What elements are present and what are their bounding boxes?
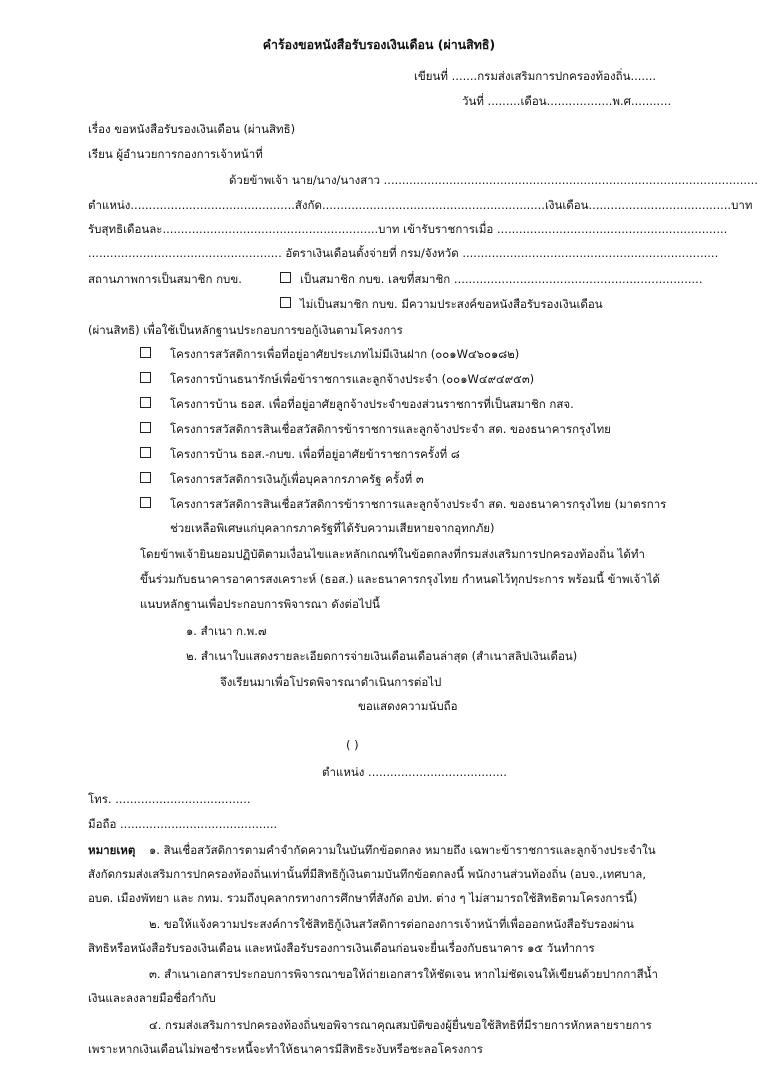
signature-position-line[interactable]: ตำแหน่ง ...................................... <box>322 765 507 779</box>
date-line: วันที่ .........เดือน..................พ.ศ........... <box>462 94 672 108</box>
project-checkbox[interactable] <box>140 497 151 508</box>
project-checkbox[interactable] <box>140 347 151 358</box>
project-label: โครงการบ้าน ธอส.-กบข. เพื่อที่อยู่อาศัยข้าราชการครั้งที่ ๘ <box>170 447 460 461</box>
name-field[interactable]: ด้วยข้าพเจ้า นาย/นาง/นางสาว ....................................................................................................... <box>229 173 758 187</box>
attachment-item: ๒. สำเนาใบแสดงรายละเอียดการจ่ายเงินเดือนเดือนล่าสุด (สำเนาสลิปเงินเดือน) <box>186 649 578 663</box>
note-line: สังกัดกรมส่งเสริมการปกครองท้องถิ่นเท่านั้นที่มีสิทธิกู้เงินตามบันทึกข้อตกลงนี้ พนักงานส่วนท้องถิ่น (อบจ.,เทศบาล, <box>88 867 647 881</box>
project-label: โครงการสวัสดิการสินเชื่อสวัสดิการข้าราชการและลูกจ้างประจำ สด. ของธนาคารกรุงไทย (มาตรการ <box>170 497 667 511</box>
note-line: ๑. สินเชื่อสวัสดิการตามคำจำกัดความในบันทึกข้อตกลง หมายถึง เฉพาะข้าราชการและลูกจ้างประจำใน <box>149 843 656 857</box>
non-member-option-label: ไม่เป็นสมาชิก กบข. มีความประสงค์ขอหนังสือรับรองเงินเดือน <box>300 297 603 311</box>
note-line: อบต. เมืองพัทยา และ กทม. รวมถึงบุคลากรทางการศึกษาที่สังกัด อปท. ต่าง ๆ ไม่สามารถใช้สิทธิตามโครงการนี้) <box>88 891 638 905</box>
project-label: โครงการสวัสดิการเพื่อที่อยู่อาศัยประเภทไม่มีเงินฝาก (๐๐๑W๔๖๐๑๘๒) <box>170 347 520 361</box>
consent-line: ขึ้นร่วมกับธนาคารอาคารสงเคราะห์ (ธอส.) และธนาคารกรุงไทย กำหนดไว้ทุกประการ พร้อมนี้ ข้าพเจ้าได้ <box>140 572 660 586</box>
subject-line: เรื่อง ขอหนังสือรับรองเงินเดือน (ผ่านสิทธิ) <box>88 122 296 136</box>
written-at: เขียนที่ .......กรมส่งเสริมการปกครองท้องถิ่น....... <box>414 69 657 83</box>
project-label: โครงการสวัสดิการเงินกู้เพื่อบุคลากรภาครัฐ ครั้งที่ ๓ <box>170 472 424 486</box>
note-line: เงินและลงลายมือชื่อกำกับ <box>88 991 216 1005</box>
purpose-intro: (ผ่านสิทธิ) เพื่อใช้เป็นหลักฐานประกอบการขอกู้เงินตามโครงการ <box>88 323 403 337</box>
position-field[interactable]: ตำแหน่ง.............................................สังกัด.............................................................เงินเดือน.......................................บาท <box>88 198 753 212</box>
signature-name-line[interactable]: ( ) <box>346 738 359 752</box>
project-label-continued: ช่วยเหลือพิเศษแก่บุคลากรภาครัฐที่ได้รับความเสียหายจากอุทกภัย) <box>170 521 495 535</box>
project-label: โครงการบ้าน ธอส. เพื่อที่อยู่อาศัยลูกจ้างประจำของส่วนราชการที่เป็นสมาชิก กสจ. <box>170 397 574 411</box>
consent-line: แนบหลักฐานเพื่อประกอบการพิจารณา ดังต่อไปนี้ <box>140 597 380 611</box>
non-member-checkbox[interactable] <box>280 297 291 308</box>
salary-rate-field[interactable]: ..................................................... อัตราเงินเดือนตั้งจ่ายที่ กรม/จังหวัด ...................................................................... <box>88 246 719 260</box>
phone-field[interactable]: โทร. ..................................... <box>88 792 251 806</box>
project-label: โครงการบ้านธนารักษ์เพื่อข้าราชการและลูกจ้างประจำ (๐๐๑W๔๙๔๙๕๓) <box>170 372 535 386</box>
notes-label: หมายเหตุ <box>88 843 136 857</box>
regards-line: ขอแสดงความนับถือ <box>358 699 458 713</box>
attachment-item: ๑. สำเนา ก.พ.๗ <box>186 624 267 638</box>
mobile-field[interactable]: มือถือ ........................................... <box>88 817 278 831</box>
note-line: ๓. สำเนาเอกสารประกอบการพิจารณาขอให้ถ่ายเอกสารให้ชัดเจน หากไม่ชัดเจนให้เขียนด้วยปากกาสีน้ำ <box>149 967 658 981</box>
consent-line: โดยข้าพเจ้ายินยอมปฏิบัติตามเงื่อนไขและหลักเกณฑ์ในข้อตกลงที่กรมส่งเสริมการปกครองท้องถิ่น ได้ทำ <box>140 547 645 561</box>
note-line: ๒. ขอให้แจ้งความประสงค์การใช้สิทธิกู้เงินสวัสดิการต่อกองการเจ้าหน้าที่เพื่อออกหนังสือรับรองผ่าน <box>149 917 634 931</box>
membership-label: สถานภาพการเป็นสมาชิก กบข. <box>88 272 242 286</box>
project-checkbox[interactable] <box>140 422 151 433</box>
member-checkbox[interactable] <box>280 272 291 283</box>
salutation-line: เรียน ผู้อำนวยการกองการเจ้าหน้าที่ <box>88 147 263 161</box>
page-title: คำร้องขอหนังสือรับรองเงินเดือน (ผ่านสิทธิ) <box>262 37 496 52</box>
project-checkbox[interactable] <box>140 397 151 408</box>
project-checkbox[interactable] <box>140 472 151 483</box>
note-line: ๔. กรมส่งเสริมการปกครองท้องถิ่นขอพิจารณาคุณสมบัติของผู้ยื่นขอใช้สิทธิที่มีรายการหักหลายรายการ <box>149 1018 652 1032</box>
closing-line: จึงเรียนมาเพื่อโปรดพิจารณาดำเนินการต่อไป <box>220 675 442 689</box>
note-line: เพราะหากเงินเดือนไม่พอชำระหนี้จะทำให้ธนาคารมีสิทธิระงับหรือชะลอโครงการ <box>88 1042 483 1056</box>
net-salary-field[interactable]: รับสุทธิเดือนละ...........................................................บาท เข้ารับราชการเมื่อ ............................................................... <box>88 222 728 236</box>
project-checkbox[interactable] <box>140 447 151 458</box>
project-label: โครงการสวัสดิการสินเชื่อสวัสดิการข้าราชการและลูกจ้างประจำ สด. ของธนาคารกรุงไทย <box>170 422 611 436</box>
project-checkbox[interactable] <box>140 372 151 383</box>
note-line: สิทธิหรือหนังสือรับรองเงินเดือน และหนังสือรับรองการเงินเดือนก่อนจะยื่นเรื่องกับธนาคาร ๑๕ วันทำการ <box>88 941 595 955</box>
member-option-label: เป็นสมาชิก กบข. เลขที่สมาชิก .................................................................... <box>300 272 703 286</box>
